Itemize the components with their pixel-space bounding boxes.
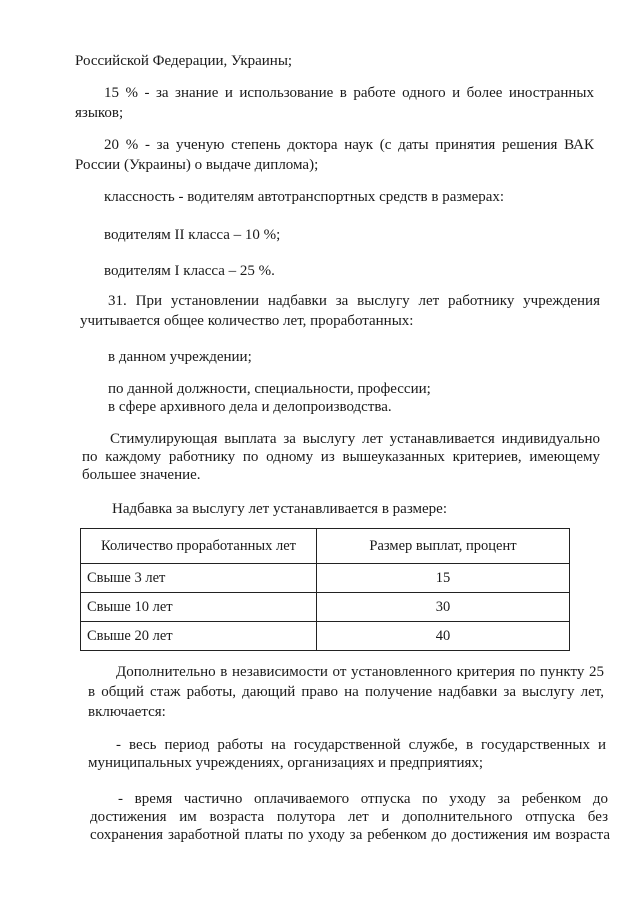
paragraph-line: муниципальных учреждениях, организациях и предприятиях; [88,755,484,771]
paragraph-line: сохранения заработной платы по уходу за ребенком до достижения им возраста [90,827,610,843]
table-header: Количество проработанных лет [81,529,317,564]
table-cell: Свыше 3 лет [81,564,317,593]
table-cell: 40 [317,622,570,651]
paragraph-line: Надбавка за выслугу лет устанавливается в размере: [112,501,448,517]
paragraph-line: по каждому работнику по одному из вышеуказанных критериев, имеющему [82,449,600,465]
paragraph-line: Дополнительно в независимости от установленного критерия по пункту 25 [116,664,604,680]
paragraph-line: 20 % - за ученую степень доктора наук (с даты принятия решения ВАК [104,137,594,153]
table-cell: Свыше 10 лет [81,593,317,622]
paragraph-line: - весь период работы на государственной службе, в государственных и [116,737,606,753]
list-item: в сфере архивного дела и делопроизводства. [108,399,392,415]
table-row [81,564,570,593]
paragraph-line: языков; [75,105,124,121]
paragraph-line: Стимулирующая выплата за выслугу лет устанавливается индивидуально [110,431,600,447]
paragraph-line: - время частично оплачиваемого отпуска по уходу за ребенком до [118,791,608,807]
paragraph-line: Российской Федерации, Украины; [75,53,293,69]
table-row [81,593,570,622]
table-header: Размер выплат, процент [317,529,570,564]
list-item: в данном учреждении; [108,349,252,365]
list-item: по данной должности, специальности, профессии; [108,381,431,397]
paragraph-line: 31. При установлении надбавки за выслугу лет работнику учреждения [108,293,600,309]
table-row [81,622,570,651]
paragraph-line: в общий стаж работы, дающий право на получение надбавки за выслугу лет, [88,684,604,700]
paragraph-line: достижения им возраста полутора лет и дополнительного отпуска без [90,809,608,825]
paragraph-line: водителям I класса – 25 %. [104,263,275,279]
bonus-table [80,528,570,651]
paragraph-line: учитывается общее количество лет, проработанных: [80,313,414,329]
paragraph-line: водителям II класса – 10 %; [104,227,281,243]
table-cell: 15 [317,564,570,593]
paragraph-line: классность - водителям автотранспортных средств в размерах: [104,189,505,205]
paragraph-line: включается: [88,704,166,720]
table-cell: Свыше 20 лет [81,622,317,651]
table-cell: 30 [317,593,570,622]
paragraph-line: 15 % - за знание и использование в работе одного и более иностранных [104,85,594,101]
paragraph-line: большее значение. [82,467,201,483]
paragraph-line: России (Украины) о выдаче диплома); [75,157,319,173]
table-header-row [81,529,570,564]
